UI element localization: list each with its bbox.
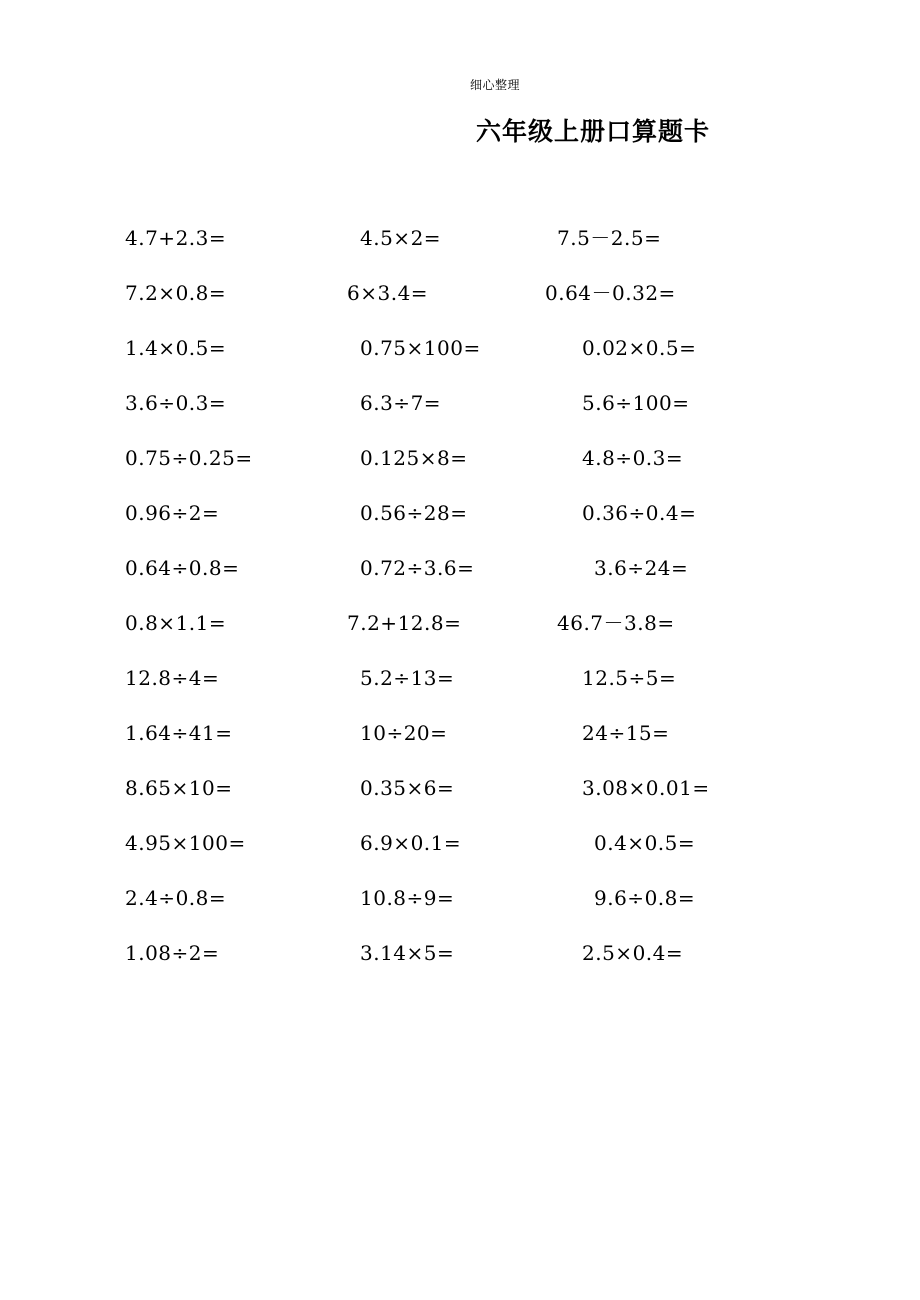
problem: 4.5×2= — [360, 226, 442, 250]
problem: 9.6÷0.8= — [594, 886, 696, 910]
problem: 3.08×0.01= — [582, 776, 710, 800]
problem-row — [0, 498, 920, 528]
problem: 8.65×10= — [125, 776, 233, 800]
problem: 10÷20= — [360, 721, 448, 745]
problem-row — [0, 608, 920, 638]
problem: 0.64－0.32= — [545, 281, 676, 305]
problem: 0.35×6= — [360, 776, 455, 800]
problem: 3.14×5= — [360, 941, 455, 965]
problem: 7.5－2.5= — [557, 226, 662, 250]
problem: 0.75×100= — [360, 336, 481, 360]
problem: 0.64÷0.8= — [125, 556, 240, 580]
problem-row — [0, 278, 920, 308]
problem: 2.4÷0.8= — [125, 886, 227, 910]
header-note: 细心整理 — [470, 78, 521, 92]
problem: 7.2+12.8= — [347, 611, 462, 635]
problem: 24÷15= — [582, 721, 670, 745]
problem: 4.95×100= — [125, 831, 246, 855]
problem-row — [0, 388, 920, 418]
problem: 1.64÷41= — [125, 721, 233, 745]
problem-row — [0, 553, 920, 583]
problem: 7.2×0.8= — [125, 281, 227, 305]
problem: 46.7－3.8= — [557, 611, 675, 635]
page-title: 六年级上册口算题卡 — [476, 117, 711, 146]
problem-row — [0, 828, 920, 858]
problem: 4.7+2.3= — [125, 226, 227, 250]
problem: 0.4×0.5= — [594, 831, 696, 855]
problem: 10.8÷9= — [360, 886, 455, 910]
problem: 12.5÷5= — [582, 666, 677, 690]
problem: 5.2÷13= — [360, 666, 455, 690]
problem: 12.8÷4= — [125, 666, 220, 690]
problem: 0.36÷0.4= — [582, 501, 697, 525]
problem: 0.72÷3.6= — [360, 556, 475, 580]
problem: 5.6÷100= — [582, 391, 690, 415]
problem: 6×3.4= — [347, 281, 429, 305]
problem-row — [0, 718, 920, 748]
problem-row — [0, 773, 920, 803]
problem: 0.96÷2= — [125, 501, 220, 525]
problem: 0.56÷28= — [360, 501, 468, 525]
problem: 1.08÷2= — [125, 941, 220, 965]
problem: 0.02×0.5= — [582, 336, 697, 360]
problem: 0.125×8= — [360, 446, 468, 470]
problem-row — [0, 938, 920, 968]
problem: 6.3÷7= — [360, 391, 442, 415]
problem: 4.8÷0.3= — [582, 446, 684, 470]
problem: 2.5×0.4= — [582, 941, 684, 965]
problem-row — [0, 223, 920, 253]
problem: 3.6÷24= — [594, 556, 689, 580]
problem: 0.8×1.1= — [125, 611, 227, 635]
problem-row — [0, 883, 920, 913]
problem: 1.4×0.5= — [125, 336, 227, 360]
problem: 6.9×0.1= — [360, 831, 462, 855]
problem-row — [0, 443, 920, 473]
problem-row — [0, 663, 920, 693]
problem: 0.75÷0.25= — [125, 446, 253, 470]
problem: 3.6÷0.3= — [125, 391, 227, 415]
problem-row — [0, 333, 920, 363]
